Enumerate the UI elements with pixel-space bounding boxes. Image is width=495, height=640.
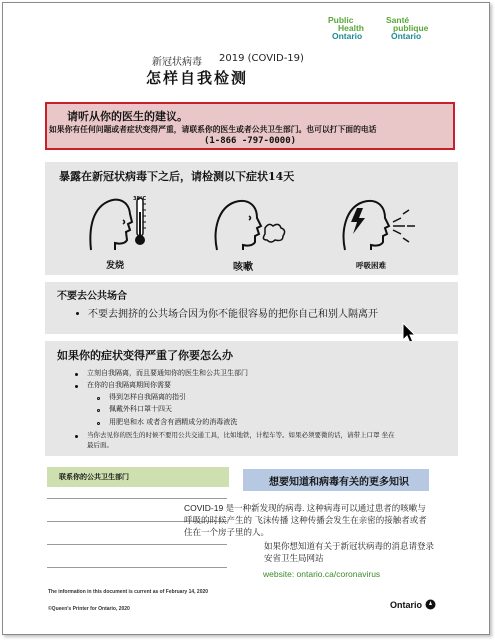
logo-fr-line2: publique: [393, 23, 429, 33]
difficulty-breathing-icon: [337, 192, 417, 254]
logo-en-line3: Ontario: [332, 31, 363, 41]
symptoms-section: [45, 162, 458, 275]
more-info-para1-line2: 呼吸的时候产生的 飞沫传播 这种传播会发生在亲密的接触者或者: [184, 515, 427, 525]
thermometer-reading: 38°C: [133, 196, 147, 202]
worse-bullet-3-line2: 最后面。: [87, 441, 113, 449]
worse-sub-3: 用肥皂和水 或者含有酒精成分的消毒液洗: [109, 418, 238, 426]
bullet-dot: [75, 435, 78, 438]
subtitle-en: 2019 (COVID-19): [219, 53, 304, 64]
worse-title: 如果你的症状变得严重了你要怎么办: [57, 349, 233, 362]
ontario-wordmark: Ontario: [390, 600, 423, 610]
more-info-para2-line2: 安省卫生局网站: [264, 553, 324, 563]
symptom-label-fever: 发烧: [105, 261, 124, 271]
more-info-para2-line1: 如果你想知道有关于新冠状病毒的消息请登录: [264, 541, 435, 551]
contact-rule-4: [47, 567, 227, 568]
more-info-para1-line3: 住在一个房子里的人。: [184, 527, 270, 537]
cough-icon: [209, 192, 289, 254]
more-info-para1-line1: COVID-19 是一种新发现的病毒. 这种病毒可以通过患者的咳嗽与: [184, 503, 426, 513]
worse-symptoms-section: [45, 341, 458, 456]
bullet-dot: [75, 373, 78, 376]
contact-title: 联系你的公共卫生部门: [59, 473, 129, 481]
more-info-header-bar: [243, 469, 429, 491]
public-places-title: 不要去公共场合: [57, 291, 127, 302]
ontario-trillium-icon: [425, 599, 436, 610]
worse-bullet-1: 立刻自我隔离，而且要通知你的医生和公共卫生部门: [87, 369, 248, 377]
public-places-section: [45, 282, 458, 334]
sub-bullet-ring: [97, 397, 100, 400]
alert-body: 如果你有任何问题或者症状变得严重，请联系你的医生或者公共卫生部门。也可以打下面的电话: [49, 125, 377, 134]
page-title: 怎样自我检测: [146, 69, 249, 87]
logo-en-line1: Public: [328, 15, 354, 25]
worse-sub-2: 佩戴外科口罩十四天: [109, 405, 172, 413]
bullet-dot: [76, 312, 79, 315]
symptoms-title: 暴露在新冠状病毒下之后，请检测以下症状14天: [59, 170, 295, 183]
website-link[interactable]: website: ontario.ca/coronavirus: [263, 569, 381, 579]
worse-bullet-3-line1: 当你去见你的医生的时候不要用公共交通工具，比如地铁，计程车等。如果必须要微的话，请带上口罩 坐在: [87, 431, 395, 439]
logo-en-line2: Health: [338, 23, 364, 33]
contact-header-bar: [47, 467, 229, 487]
logo-fr-line3: Ontario: [391, 31, 422, 41]
more-info-title: 想要知道和病毒有关的更多知识: [269, 477, 409, 488]
alert-title: 请听从你的医生的建议。: [67, 110, 188, 123]
logo-fr-line1: Santé: [386, 15, 410, 25]
sub-bullet-ring: [97, 422, 100, 425]
symptom-label-breathing: 呼吸困难: [356, 261, 386, 270]
worse-sub-1: 得到怎样自我隔离的指引: [109, 393, 186, 401]
contact-rule-3: [47, 544, 227, 545]
sub-bullet-ring: [97, 409, 100, 412]
symptom-label-cough: 咳嗽: [233, 262, 253, 273]
doctor-advice-alert: [45, 102, 455, 150]
contact-rule-1: [47, 498, 227, 499]
worse-bullet-2: 在你的自我隔离期间你需要: [87, 381, 171, 389]
footer-current-note: The information in this document is current as of February 14, 2020: [48, 589, 209, 595]
footer-copyright: ©Queen's Printer for Ontario, 2020: [48, 606, 130, 612]
subtitle-cn: 新冠状病毒: [152, 57, 202, 68]
alert-phone: (1-866 -797-0000): [203, 136, 297, 146]
bullet-dot: [75, 385, 78, 388]
public-places-text: 不要去拥挤的公共场合因为你不能很容易的把你自己和别人隔离开: [88, 309, 378, 320]
